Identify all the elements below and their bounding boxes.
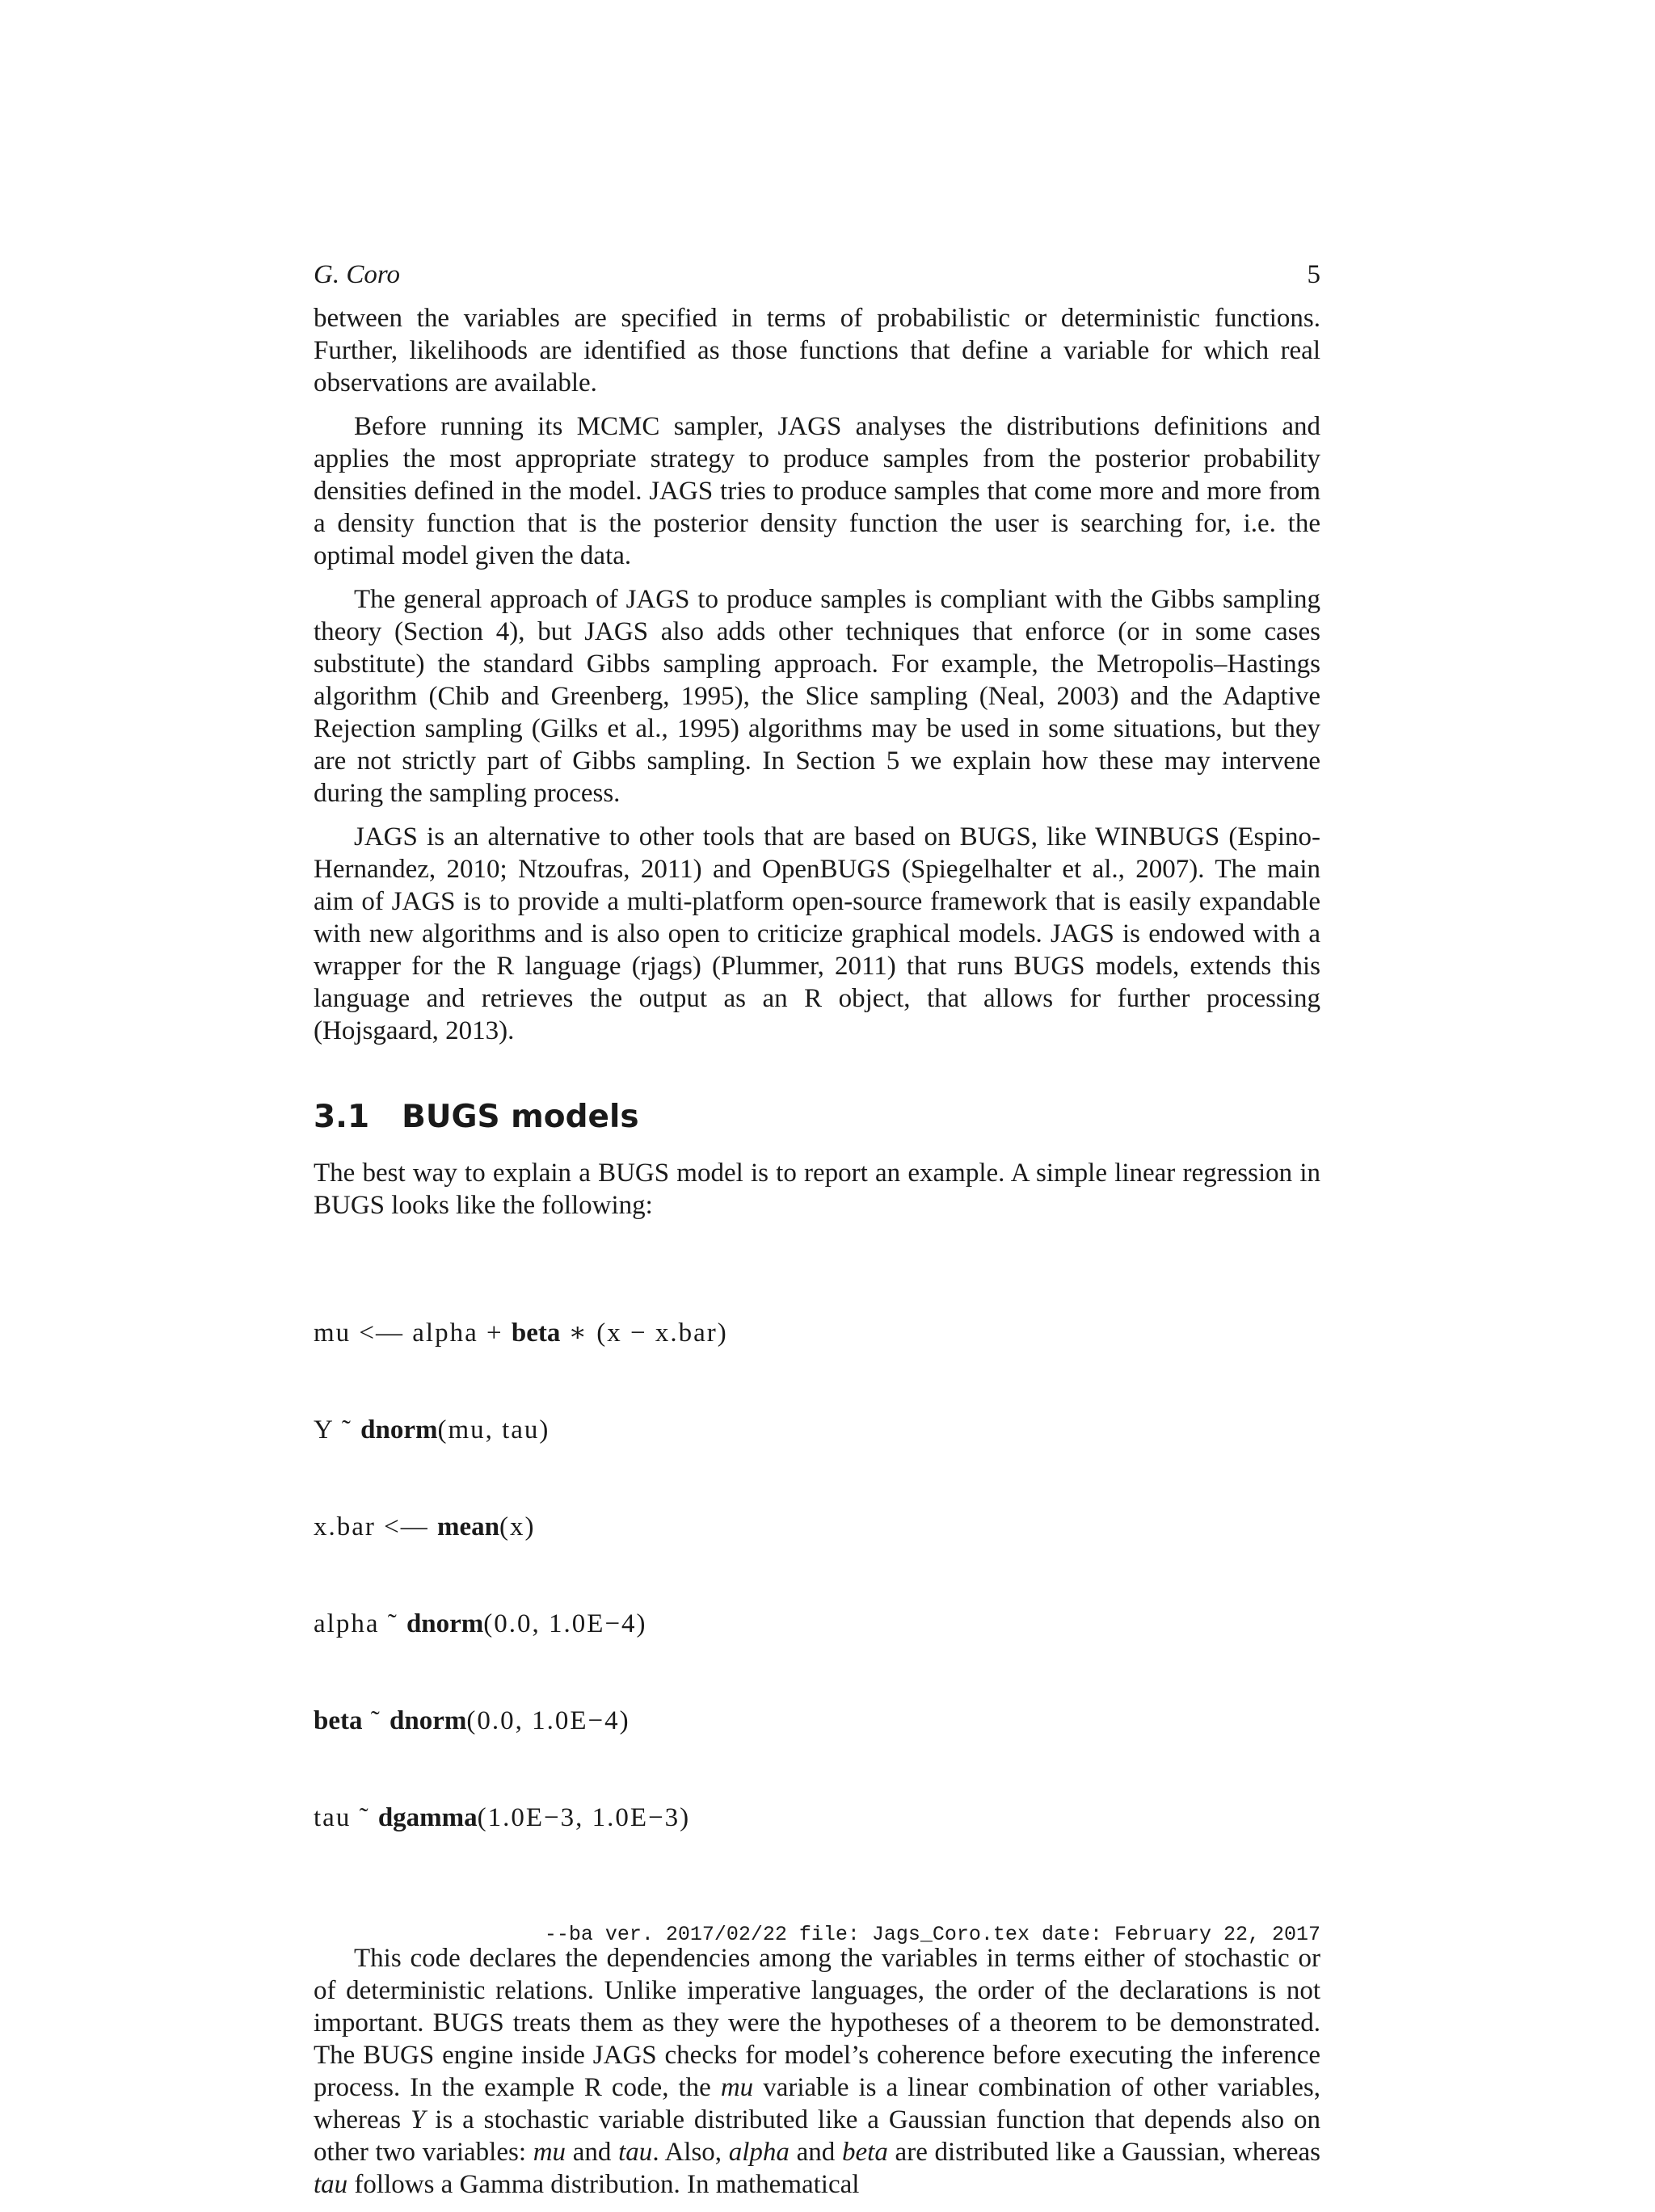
- paragraph-1: between the variables are specified in terms of probabilistic or deterministic functions. Further, likelihoods are identified as those functions that define a variable for which real observations are available.: [314, 304, 1320, 397]
- page-number: 5: [1307, 260, 1320, 289]
- code-line-4: alpha ˜ dnorm(0.0, 1.0E−4): [314, 1609, 647, 1638]
- code-line-6: tau ˜ dgamma(1.0E−3, 1.0E−3): [314, 1803, 691, 1832]
- code-line-3: x.bar <— mean(x): [314, 1512, 536, 1541]
- code-line-1: mu <— alpha + beta ∗ (x − x.bar): [314, 1318, 728, 1348]
- paragraph-4: JAGS is an alternative to other tools that are based on BUGS, like WINBUGS (Espino-Hernandez, 2010; Ntzoufras, 2011) and OpenBUGS (Spiegelhalter et al., 2007). The main aim of JAGS is to provide a multi-platform open-source framework that is easily expandable with new algorithms and is also open to criticize graphical models. JAGS is endowed with a wrapper for the R language (rjags) (Plummer, 2011) that runs BUGS models, extends this language and retrieves the output as an R object, that allows for further processing (Hojsgaard, 2013).: [314, 822, 1320, 1045]
- version-footer: --ba ver. 2017/02/22 file: Jags_Coro.tex date: February 22, 2017: [544, 1923, 1320, 1946]
- page-content: [314, 259, 1320, 2212]
- code-line-5: beta ˜ dnorm(0.0, 1.0E−4): [314, 1706, 630, 1735]
- section-number: 3.1: [314, 1099, 370, 1135]
- section-heading: [314, 1099, 1320, 1136]
- paragraph-2: Before running its MCMC sampler, JAGS analyses the distributions definitions and applies the most appropriate strategy to produce samples from the posterior probability densities defined in the model. JAGS tries to produce samples that come more and more from a density function that is the posterior density function the user is searching for, i.e. the optimal model given the data.: [314, 412, 1320, 570]
- running-header: [314, 259, 1320, 291]
- code-line-2: Y ˜ dnorm(mu, tau): [314, 1415, 550, 1445]
- paragraph-explanation: This code declares the dependencies among the variables in terms either of stochastic or of deterministic relations. Unlike imperative languages, the order of the declarations is not important. BUGS treats them as they were the hypotheses of a theorem to be demonstrated. The BUGS engine inside JAGS checks for model’s coherence before executing the inference process. In the example R code, the mu variable is a linear combination of other variables, whereas Y is a stochastic variable distributed like a Gaussian function that depends also on other two variables: mu and tau. Also, alpha and beta are distributed like a Gaussian, whereas tau follows a Gamma distribution. In mathematical: [314, 1944, 1321, 2199]
- section-title: BUGS models: [402, 1099, 639, 1135]
- running-head-author: G. Coro: [314, 260, 400, 289]
- section-intro: The best way to explain a BUGS model is to report an example. A simple linear regression in BUGS looks like the following:: [314, 1159, 1320, 1220]
- paragraph-3: The general approach of JAGS to produce samples is compliant with the Gibbs sampling theory (Section 4), but JAGS also adds other techniques that enforce (or in some cases substitute) the standard Gibbs sampling approach. For example, the Metropolis–Hastings algorithm (Chib and Greenberg, 1995), the Slice sampling (Neal, 2003) and the Adaptive Rejection sampling (Gilks et al., 1995) algorithms may be used in some situations, but they are not strictly part of Gibbs sampling. In Section 5 we explain how these may intervene during the sampling process.: [314, 585, 1320, 808]
- bugs-code-listing: [314, 1252, 1320, 1899]
